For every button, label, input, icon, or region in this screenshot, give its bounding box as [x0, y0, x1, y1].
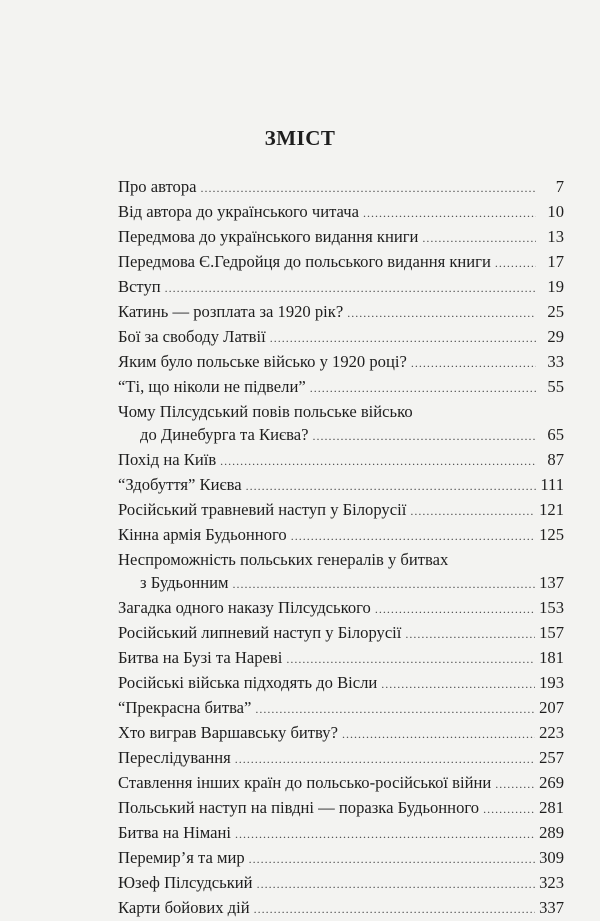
dot-leader [286, 648, 535, 671]
toc-entry-title: “Здобуття” Києва [118, 475, 242, 494]
toc-entry [118, 846, 564, 871]
toc-entry-line [118, 548, 564, 571]
toc-page-number: 25 [547, 302, 564, 321]
toc-entry-title: “Прекрасна битва” [118, 698, 252, 717]
toc-page-number: 157 [539, 623, 564, 642]
toc-entry-title: “Ті, що ніколи не підвели” [118, 377, 306, 396]
toc-entry-title: Російські війська підходять до Вісли [118, 673, 378, 692]
toc-entry [118, 473, 564, 498]
dot-leader [235, 823, 535, 846]
toc-entry [118, 646, 564, 671]
toc-page-number: 19 [547, 277, 564, 296]
toc-entry-line [118, 721, 564, 746]
toc-entry-title: Битва на Бузі та Нареві [118, 648, 283, 667]
dot-leader [405, 623, 535, 646]
toc-entry-line [118, 821, 564, 846]
dot-leader [347, 302, 536, 325]
dot-leader [255, 698, 535, 721]
toc-entry [118, 796, 564, 821]
toc-page-number: 7 [555, 177, 564, 196]
toc-entry [118, 896, 564, 921]
dot-leader [235, 748, 535, 771]
toc-entry-title: Яким було польське військо у 1920 році? [118, 352, 407, 371]
toc-entry-line [118, 250, 564, 275]
toc-entry [118, 325, 564, 350]
toc-page-number: 181 [539, 648, 564, 667]
toc-page-number: 55 [547, 377, 564, 396]
dot-leader [270, 327, 536, 350]
toc-page-number: 10 [547, 202, 564, 221]
dot-leader [495, 252, 536, 275]
toc-entry-line [118, 200, 564, 225]
toc-page-number: 111 [540, 475, 564, 494]
toc-entry-title: Хто виграв Варшавську битву? [118, 723, 338, 742]
toc-entry [118, 671, 564, 696]
toc-entry-title: з Будьонним [140, 573, 229, 592]
toc-entry [118, 448, 564, 473]
toc-page-number: 281 [539, 798, 564, 817]
dot-leader [233, 573, 536, 596]
toc-page-number: 269 [539, 773, 564, 792]
toc-entry [118, 596, 564, 621]
toc-entry-line [118, 571, 564, 596]
toc-entry-line [118, 596, 564, 621]
toc-entry-title: Вступ [118, 277, 161, 296]
toc-entry-line [118, 175, 564, 200]
toc-entry [118, 721, 564, 746]
toc-entry-title: Російський травневий наступ у Білорусії [118, 500, 407, 519]
toc-page-number: 137 [539, 573, 564, 592]
toc-entry-title: Неспроможність польських генералів у битвах [118, 550, 449, 569]
dot-leader [410, 500, 535, 523]
dot-leader [291, 525, 535, 548]
toc-entry [118, 400, 564, 448]
toc-entry-title: Польський наступ на півдні — поразка Будьонного [118, 798, 480, 817]
toc-entry-line [118, 746, 564, 771]
dot-leader [381, 673, 535, 696]
page-title: ЗМІСТ [264, 126, 336, 150]
toc-entry-line [118, 400, 564, 423]
dot-leader [249, 848, 535, 871]
toc-entry-line [118, 473, 564, 498]
toc-page-number: 153 [539, 598, 564, 617]
toc-entry [118, 498, 564, 523]
dot-leader [312, 425, 536, 448]
toc-entry-line [118, 375, 564, 400]
toc-entry-title: Про автора [118, 177, 197, 196]
toc-page-number: 33 [547, 352, 564, 371]
toc-page-number: 29 [547, 327, 564, 346]
dot-leader [310, 377, 536, 400]
toc-entry-line [118, 498, 564, 523]
toc-entry-line [118, 350, 564, 375]
toc-entry-title: Битва на Німані [118, 823, 232, 842]
toc-page-number: 337 [539, 898, 564, 917]
toc-entry-line [118, 621, 564, 646]
toc-page-number: 121 [539, 500, 564, 519]
dot-leader [411, 352, 536, 375]
toc-page-number: 13 [547, 227, 564, 246]
toc-entry-line [118, 696, 564, 721]
dot-leader [165, 277, 536, 300]
dot-leader [483, 798, 535, 821]
toc-entry-title: Юзеф Пілсудський [118, 873, 253, 892]
toc-entry-line [118, 225, 564, 250]
dot-leader [422, 227, 536, 250]
toc-entry-title: Чому Пілсудський повів польське військо [118, 402, 413, 421]
toc-entry-line [118, 523, 564, 548]
toc-entry-title: Передмова до українського видання книги [118, 227, 419, 246]
toc-entry-line [118, 871, 564, 896]
toc-entry-title: Ставлення інших країн до польсько-російської війни [118, 773, 492, 792]
dot-leader [257, 873, 536, 896]
toc-page-number: 309 [539, 848, 564, 867]
toc-entry-line [118, 325, 564, 350]
toc-entry [118, 225, 564, 250]
table-of-contents [118, 175, 564, 921]
toc-entry-title: до Динебурга та Києва? [140, 425, 309, 444]
toc-entry [118, 375, 564, 400]
toc-page-number: 17 [547, 252, 564, 271]
toc-entry [118, 696, 564, 721]
toc-page-number: 193 [539, 673, 564, 692]
dot-leader [375, 598, 535, 621]
toc-entry-title: Похід на Київ [118, 450, 217, 469]
dot-leader [220, 450, 536, 473]
toc-entry-title: Карти бойових дій [118, 898, 250, 917]
toc-entry [118, 200, 564, 225]
toc-entry-title: Загадка одного наказу Пілсудського [118, 598, 371, 617]
dot-leader [246, 475, 536, 498]
toc-entry-line [118, 796, 564, 821]
toc-entry [118, 350, 564, 375]
toc-page-number: 207 [539, 698, 564, 717]
toc-entry-title: Від автора до українського читача [118, 202, 359, 221]
toc-entry [118, 523, 564, 548]
toc-page-number: 323 [539, 873, 564, 892]
toc-entry-line [118, 448, 564, 473]
toc-page-number: 257 [539, 748, 564, 767]
dot-leader [342, 723, 535, 746]
toc-page-number: 125 [539, 525, 564, 544]
toc-entry-line [118, 771, 564, 796]
toc-entry [118, 821, 564, 846]
toc-page-number: 65 [547, 425, 564, 444]
toc-entry-line [118, 646, 564, 671]
toc-page-number: 223 [539, 723, 564, 742]
toc-entry-line [118, 671, 564, 696]
toc-entry [118, 300, 564, 325]
toc-page-number: 87 [547, 450, 564, 469]
toc-entry-title: Переслідування [118, 748, 231, 767]
dot-leader [363, 202, 536, 225]
toc-entry [118, 871, 564, 896]
dot-leader [254, 898, 536, 921]
toc-entry-title: Кінна армія Будьонного [118, 525, 287, 544]
toc-entry-title: Передмова Є.Гедройця до польського видання книги [118, 252, 491, 271]
toc-entry-line [118, 896, 564, 921]
toc-entry [118, 746, 564, 771]
toc-entry-title: Бої за свободу Латвії [118, 327, 266, 346]
toc-entry [118, 275, 564, 300]
dot-leader [495, 773, 535, 796]
toc-page-number: 289 [539, 823, 564, 842]
toc-entry [118, 621, 564, 646]
toc-entry-title: Російський липневий наступ у Білорусії [118, 623, 402, 642]
toc-entry-line [118, 275, 564, 300]
dot-leader [201, 177, 536, 200]
toc-entry [118, 175, 564, 200]
toc-entry-title: Катинь — розплата за 1920 рік? [118, 302, 344, 321]
toc-entry-line [118, 300, 564, 325]
toc-entry [118, 250, 564, 275]
toc-entry-title: Перемир’я та мир [118, 848, 245, 867]
toc-entry [118, 548, 564, 596]
toc-entry-line [118, 423, 564, 448]
toc-entry [118, 771, 564, 796]
toc-entry-line [118, 846, 564, 871]
